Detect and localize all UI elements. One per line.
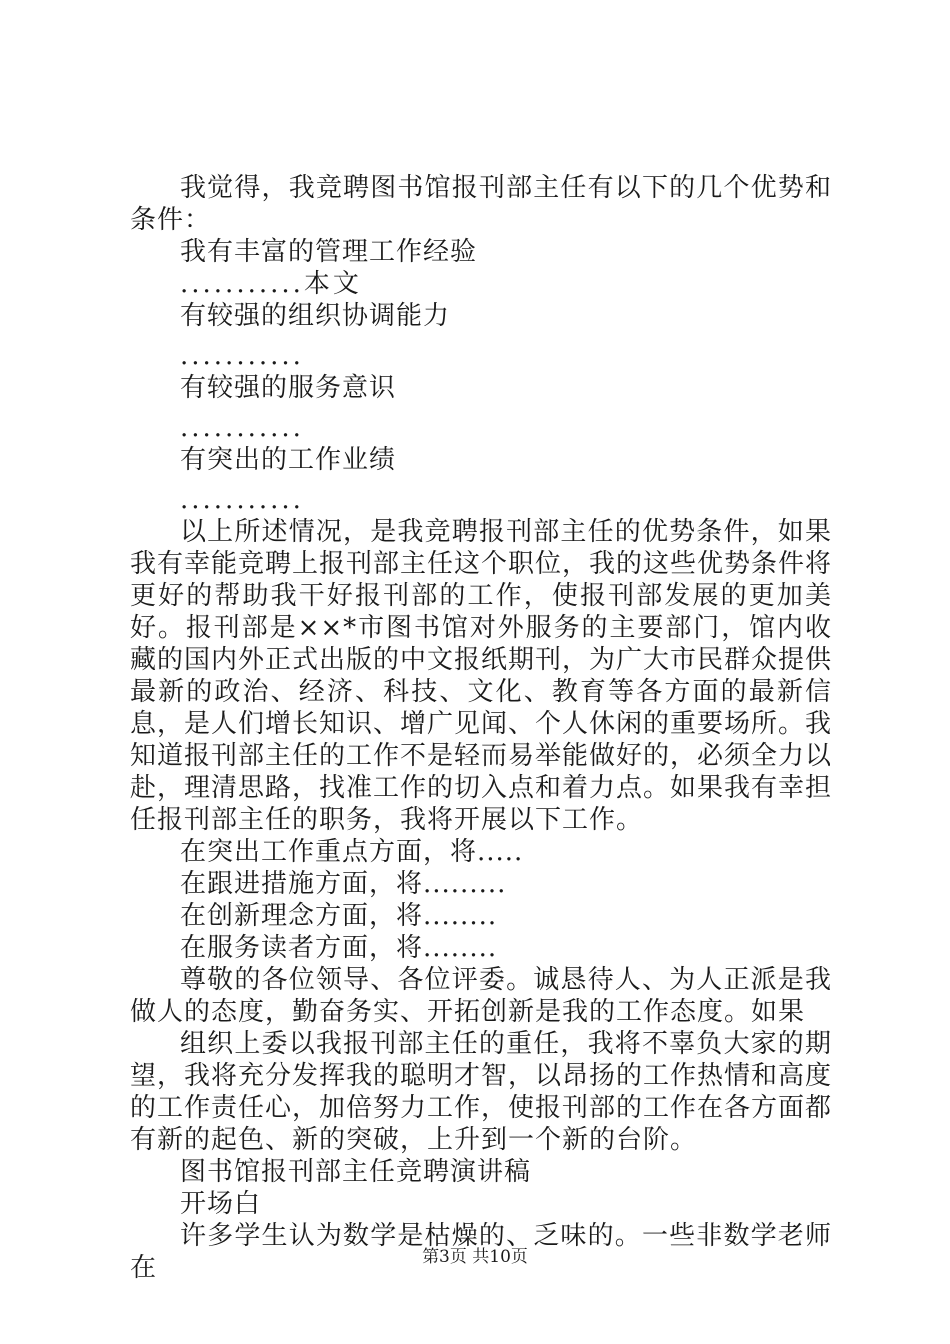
- paragraph-advantages-intro: 我觉得，我竞聘图书馆报刊部主任有以下的几个优势和条件：: [130, 173, 832, 235]
- paragraph-follow-up-measures: 在跟进措施方面，将.........: [180, 869, 507, 899]
- paragraph-address-judges: 尊敬的各位领导、各位评委。诚恳待人、为人正派是我做人的态度，勤奋务实、开拓创新是我的工作态度。如果: [130, 965, 832, 1027]
- paragraph-ellipsis-body: ...........本文: [180, 269, 362, 299]
- paragraph-commitment: 组织上委以我报刊部主任的重任，我将不辜负大家的期望，我将充分发挥我的聪明才智，以昂扬的工作热情和高度的工作责任心，加倍努力工作，使报刊部的工作在各方面都有新的起色、新的突破，上升到一个新的台阶。: [130, 1029, 833, 1155]
- paragraph-management-experience: 我有丰富的管理工作经验: [180, 237, 478, 267]
- paragraph-innovation: 在创新理念方面，将........: [180, 901, 498, 931]
- paragraph-ellipsis: ...........: [180, 485, 304, 515]
- paragraph-coordination-ability: 有较强的组织协调能力: [180, 301, 451, 331]
- paragraph-outstanding-performance: 有突出的工作业绩: [180, 445, 397, 475]
- section-subtitle-opening: 开场白: [180, 1189, 262, 1219]
- section-title: 图书馆报刊部主任竞聘演讲稿: [180, 1157, 532, 1187]
- page-number-footer: 第3页 共10页: [422, 1247, 528, 1267]
- paragraph-ellipsis: ...........: [180, 341, 304, 371]
- paragraph-work-focus: 在突出工作重点方面，将.....: [180, 837, 524, 867]
- paragraph-opening-text: 许多学生认为数学是枯燥的、乏味的。一些非数学老师在: [130, 1221, 832, 1283]
- paragraph-service-awareness: 有较强的服务意识: [180, 373, 397, 403]
- paragraph-reader-service: 在服务读者方面，将........: [180, 933, 498, 963]
- paragraph-summary: 以上所述情况，是我竞聘报刊部主任的优势条件，如果我有幸能竞聘上报刊部主任这个职位，我的这些优势条件将更好的帮助我干好报刊部的工作，使报刊部发展的更加美好。报刊部是××*市图书馆对外服务的主要部门，馆内收藏的国内外正式出版的中文报纸期刊，为广大市民群众提供最新的政治、经济、科技、文化、教育等各方面的最新信息，是人们增长知识、增广见闻、个人休闲的重要场所。我知道报刊部主任的工作不是轻而易举能做好的，必须全力以赴，理清思路，找准工作的切入点和着力点。如果我有幸担任报刊部主任的职务，我将开展以下工作。: [130, 517, 833, 835]
- document-body: [130, 172, 832, 1284]
- paragraph-ellipsis: ...........: [180, 413, 304, 443]
